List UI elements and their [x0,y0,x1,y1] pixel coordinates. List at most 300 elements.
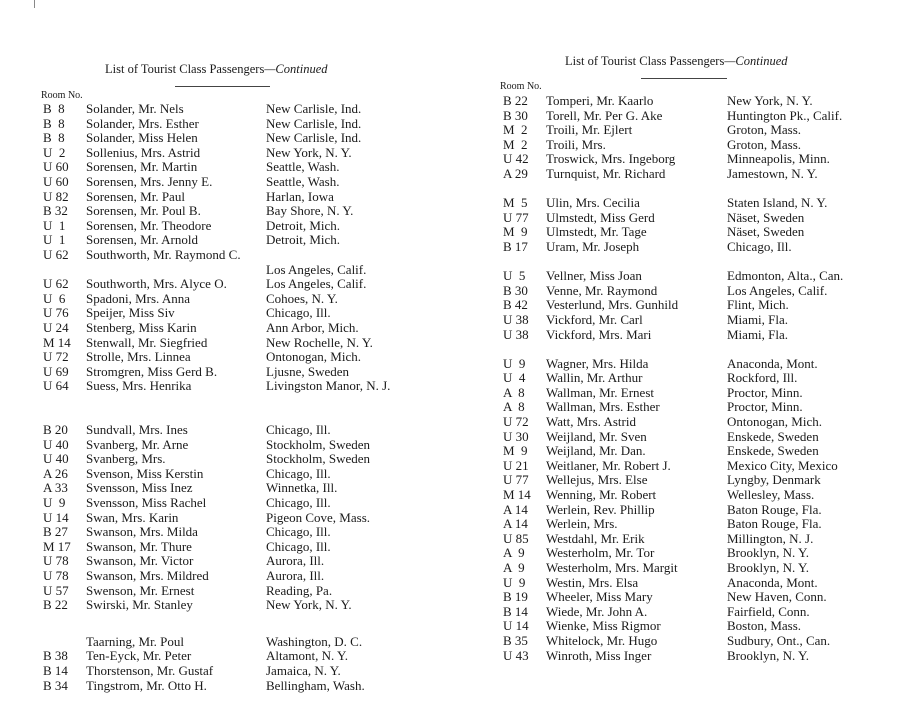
room-number: U 2 [43,144,66,160]
passenger-residence: Wellesley, Mass. [727,487,815,503]
passenger-row [503,517,906,532]
passenger-name: Tomperi, Mr. Kaarlo [546,93,654,108]
room-number: U 62 [43,246,69,262]
passenger-residence: Aurora, Ill. [266,568,325,583]
room-number: A 9 [503,560,525,575]
passenger-name: Sorensen, Mrs. Jenny E. [86,173,213,189]
passenger-residence: Los Angeles, Calif. [266,276,367,292]
passenger-row [503,503,906,518]
room-number: U 1 [43,232,66,248]
passenger-residence: Stockholm, Sweden [266,436,370,452]
room-number: U 5 [503,268,526,284]
passenger-residence: Jamaica, N. Y. [266,662,341,678]
passenger-row [43,569,453,584]
room-number: A 14 [503,501,528,517]
passenger-residence: Washington, D. C. [266,633,363,649]
passenger-name: Sorensen, Mr. Paul [86,188,185,204]
passenger-list [503,94,906,663]
passenger-residence: Näset, Sweden [727,209,805,225]
passenger-name: Spadoni, Mrs. Anna [86,290,190,306]
passenger-name: Sorensen, Mr. Poul B. [86,203,201,219]
passenger-row [503,561,906,576]
room-number: B 20 [43,422,68,438]
room-number: B 22 [43,597,68,613]
passenger-residence: Stockholm, Sweden [266,451,370,467]
passenger-row [503,109,906,124]
passenger-name: Vesterlund, Mrs. Gunhild [546,297,679,313]
room-number: B 14 [43,662,68,678]
passenger-name: Solander, Mr. Nels [86,101,184,116]
passenger-row [43,219,453,234]
passenger-row [503,415,906,430]
passenger-name: Svanberg, Mrs. [86,451,166,467]
passenger-row [503,532,906,547]
passenger-name: Swanson, Mr. Thure [86,538,192,554]
passenger-residence: Miami, Fla. [727,311,789,327]
passenger-residence: Mexico City, Mexico [727,457,838,473]
room-number: U 77 [503,209,529,225]
passenger-row [503,386,906,401]
passenger-name: Thorstenson, Mr. Gustaf [86,662,214,678]
passenger-row [43,467,453,482]
left-page-title [105,62,328,77]
passenger-residence: Aurora, Ill. [266,553,325,569]
room-number: U 24 [43,319,69,335]
passenger-name: Turnquist, Mr. Richard [546,165,666,181]
passenger-name: Werlein, Rev. Phillip [546,501,655,517]
passenger-row [43,584,453,599]
passenger-name: Wienke, Miss Rigmor [546,618,661,634]
passenger-residence: Pigeon Cove, Mass. [266,509,370,525]
room-number: B 34 [43,677,68,693]
room-number: U 9 [43,495,66,511]
passenger-residence: Harlan, Iowa [266,188,334,204]
passenger-row [43,649,453,664]
passenger-name: Wallman, Mrs. Esther [546,399,660,415]
room-number: A 8 [503,399,525,415]
passenger-row [503,459,906,474]
passenger-row [503,123,906,138]
room-number: M 2 [503,122,528,138]
passenger-residence: Proctor, Minn. [727,384,803,400]
passenger-name: Svanberg, Mr. Arne [86,436,189,452]
passenger-row [43,540,453,555]
passenger-name: Ulin, Mrs. Cecilia [546,195,640,211]
passenger-residence: New Carlisle, Ind. [266,130,362,146]
passenger-row [43,350,453,365]
passenger-row [503,619,906,634]
passenger-residence: Baton Rouge, Fla. [727,501,822,517]
room-number: B 8 [43,115,65,131]
passenger-name: Solander, Mrs. Esther [86,115,199,131]
passenger-name: Taarning, Mr. Poul [86,633,185,649]
passenger-name: Svensson, Miss Rachel [86,495,207,511]
passenger-residence: New York, N. Y. [266,597,352,613]
passenger-residence: New York, N. Y. [266,144,352,160]
room-number: U 76 [43,305,69,321]
passenger-residence: Groton, Mass. [727,136,802,152]
passenger-residence: New Rochelle, N. Y. [266,334,373,350]
passenger-row [503,546,906,561]
room-number: U 30 [503,428,529,444]
passenger-residence: Winnetka, Ill. [266,480,338,496]
room-number: U 85 [503,530,529,546]
passenger-name: Weijland, Mr. Dan. [546,443,646,459]
passenger-residence: Baton Rouge, Fla. [727,516,822,532]
passenger-name: Sorensen, Mr. Martin [86,159,198,175]
passenger-name: Svenson, Miss Kerstin [86,465,204,481]
passenger-name: Ten-Eyck, Mr. Peter [86,648,192,664]
passenger-residence: Fairfield, Conn. [727,603,810,619]
passenger-name: Stenwall, Mr. Siegfried [86,334,208,350]
passenger-residence: Livingston Manor, N. J. [266,378,391,394]
room-number: U 82 [43,188,69,204]
right-page-title [565,54,788,69]
title-continued: —Continued [724,54,788,68]
passenger-row [503,649,906,664]
passenger-row [43,321,453,336]
passenger-name: Vickford, Mrs. Mari [546,326,652,342]
passenger-residence: Enskede, Sweden [727,428,819,444]
passenger-name: Vickford, Mr. Carl [546,311,643,327]
room-number: U 6 [43,290,66,306]
passenger-row [503,371,906,386]
passenger-name: Swanson, Mrs. Mildred [86,568,209,583]
passenger-row [43,635,453,650]
room-number: U 77 [503,472,529,488]
room-number: U 40 [43,451,69,467]
passenger-residence: Boston, Mass. [727,618,802,634]
passenger-row [503,284,906,299]
passenger-name: Sorensen, Mr. Arnold [86,232,198,248]
passenger-residence: Anaconda, Mont. [727,574,818,590]
passenger-row [43,481,453,496]
passenger-name: Westerholm, Mr. Tor [546,545,655,561]
passenger-name: Solander, Miss Helen [86,130,198,146]
passenger-row [503,211,906,226]
passenger-row [503,94,906,109]
passenger-row [43,160,453,175]
passenger-residence: Miami, Fla. [727,326,789,342]
passenger-name: Wallin, Mr. Arthur [546,370,643,386]
room-number: U 72 [503,414,529,430]
passenger-name: Stromgren, Miss Gerd B. [86,363,218,379]
passenger-residence: Bellingham, Wash. [266,677,365,693]
room-number: A 29 [503,165,528,181]
room-number: B 8 [43,101,65,116]
passenger-row [503,196,906,211]
room-number: B 27 [43,524,68,540]
title-text: List of Tourist Class Passengers [565,54,725,68]
passenger-name: Swirski, Mr. Stanley [86,597,193,613]
passenger-name: Winroth, Miss Inger [546,647,652,663]
passenger-name: Ulmstedt, Miss Gerd [546,209,655,225]
passenger-name: Watt, Mrs. Astrid [546,414,636,430]
passenger-name: Wallman, Mr. Ernest [546,384,654,400]
passenger-name: Wenning, Mr. Robert [546,487,657,503]
passenger-name: Venne, Mr. Raymond [546,282,658,298]
room-number: U 78 [43,553,69,569]
room-number: U 72 [43,349,69,365]
room-number: U 42 [503,151,529,167]
passenger-residence: New Carlisle, Ind. [266,115,362,131]
passenger-residence: Lyngby, Denmark [727,472,821,488]
room-number: B 32 [43,203,68,219]
passenger-row [43,190,453,205]
passenger-row [43,306,453,321]
room-number: U 4 [503,370,526,386]
passenger-row [503,240,906,255]
room-number: U 38 [503,326,529,342]
passenger-name: Swanson, Mrs. Milda [86,524,198,540]
passenger-residence: Detroit, Mich. [266,232,341,248]
passenger-name: Whitelock, Mr. Hugo [546,632,658,648]
passenger-residence: Ontonogan, Mich. [727,414,822,430]
passenger-name: Wheeler, Miss Mary [546,589,653,605]
passenger-row [43,379,453,408]
passenger-residence: Groton, Mass. [727,122,802,138]
passenger-residence: Enskede, Sweden [727,443,819,459]
passenger-row [503,400,906,415]
passenger-row [43,277,453,292]
passenger-name: Ulmstedt, Mr. Tage [546,224,647,240]
passenger-row [503,313,906,328]
room-no-header: Room No. [41,90,83,101]
passenger-residence: Reading, Pa. [266,582,333,598]
room-number: U 21 [503,457,529,473]
passenger-row [43,554,453,569]
passenger-residence: Brooklyn, N. Y. [727,647,809,663]
passenger-row [43,679,453,694]
passenger-row [503,430,906,445]
room-number: A 9 [503,545,525,561]
passenger-residence: Millington, N. J. [727,530,814,546]
room-number: B 30 [503,107,528,123]
room-number: U 14 [43,509,69,525]
title-rule [175,86,270,87]
passenger-row [43,496,453,511]
passenger-residence: Chicago, Ill. [266,524,331,540]
passenger-residence: New York, N. Y. [727,93,813,108]
passenger-name: Wiede, Mr. John A. [546,603,648,619]
passenger-name: Speijer, Miss Siv [86,305,175,321]
room-number: A 14 [503,516,528,532]
passenger-residence: Altamont, N. Y. [266,648,348,664]
passenger-row [43,248,453,277]
passenger-name: Werlein, Mrs. [546,516,618,532]
room-number: U 60 [43,159,69,175]
passenger-name: Southworth, Mr. Raymond C. [86,246,241,262]
passenger-row [503,605,906,620]
passenger-name: Weijland, Mr. Sven [546,428,647,444]
room-number: U 1 [43,217,66,233]
passenger-name: Troili, Mrs. [546,136,606,152]
passenger-residence: Ann Arbor, Mich. [266,319,359,335]
passenger-residence: Rockford, Ill. [727,370,798,386]
room-number: U 78 [43,568,69,583]
passenger-residence: Brooklyn, N. Y. [727,545,809,561]
passenger-residence: Chicago, Ill. [266,465,331,481]
room-number: U 69 [43,363,69,379]
room-number: M 14 [43,334,71,350]
passenger-residence: Chicago, Ill. [266,422,331,438]
passenger-row [43,175,453,190]
passenger-residence: Detroit, Mich. [266,217,341,233]
title-continued: —Continued [264,62,328,76]
passenger-row [43,664,453,679]
passenger-row [503,225,906,240]
passenger-name: Suess, Mrs. Henrika [86,378,192,394]
room-number: U 62 [43,276,69,292]
passenger-residence: Seattle, Wash. [266,173,340,189]
passenger-residence: Sudbury, Ont., Can. [727,632,831,648]
room-number: M 2 [503,136,528,152]
passenger-row [503,473,906,488]
passenger-name: Sundvall, Mrs. Ines [86,422,188,438]
passenger-name: Wagner, Mrs. Hilda [546,355,649,371]
room-number: M 17 [43,538,71,554]
room-number: B 19 [503,589,528,605]
room-number: U 9 [503,355,526,371]
passenger-residence: Cohoes, N. Y. [266,290,338,306]
passenger-residence: Bay Shore, N. Y. [266,203,354,219]
passenger-row [43,598,453,613]
passenger-name: Sollenius, Mrs. Astrid [86,144,201,160]
passenger-row [503,634,906,649]
passenger-name: Tingstrom, Mr. Otto H. [86,677,207,693]
passenger-name: Sorensen, Mr. Theodore [86,217,212,233]
passenger-row [43,511,453,526]
passenger-name: Swanson, Mr. Victor [86,553,194,569]
room-no-header: Room No. [500,81,542,92]
passenger-name: Uram, Mr. Joseph [546,238,640,254]
passenger-residence: Chicago, Ill. [727,238,792,254]
room-number: B 42 [503,297,528,313]
passenger-name: Swenson, Mr. Ernest [86,582,195,598]
passenger-residence: Seattle, Wash. [266,159,340,175]
passenger-residence: Los Angeles, Calif. [727,282,828,298]
room-number: U 43 [503,647,529,663]
passenger-residence: Anaconda, Mont. [727,355,818,371]
room-number: U 57 [43,582,69,598]
room-number: B 22 [503,93,528,108]
room-number: M 5 [503,195,528,211]
room-number: U 40 [43,436,69,452]
passenger-name: Vellner, Miss Joan [546,268,642,284]
passenger-row [43,452,453,467]
passenger-row [43,365,453,380]
room-number: U 14 [503,618,529,634]
passenger-row [503,167,906,182]
passenger-name: Troili, Mr. Ejlert [546,122,633,138]
passenger-row [503,152,906,167]
passenger-row [43,146,453,161]
passenger-row [503,138,906,153]
binding-mark [34,0,35,8]
passenger-name: Westdahl, Mr. Erik [546,530,645,546]
passenger-name: Stenberg, Miss Karin [86,319,197,335]
passenger-residence: Chicago, Ill. [266,495,331,511]
passenger-residence: Ontonogan, Mich. [266,349,361,365]
room-number: B 8 [43,130,65,146]
passenger-row [503,328,906,343]
passenger-name: Torell, Mr. Per G. Ake [546,107,663,123]
room-number: B 17 [503,238,528,254]
passenger-row [503,444,906,459]
room-number: M 14 [503,487,531,503]
passenger-name: Westerholm, Mrs. Margit [546,560,678,575]
passenger-name: Svensson, Miss Inez [86,480,193,496]
passenger-residence: Näset, Sweden [727,224,805,240]
passenger-name: Southworth, Mrs. Alyce O. [86,276,227,292]
room-number: A 33 [43,480,68,496]
passenger-residence: Flint, Mich. [727,297,789,313]
passenger-row [503,488,906,503]
passenger-row [43,336,453,351]
passenger-residence: Ljusne, Sweden [266,363,350,379]
passenger-row [43,292,453,307]
passenger-row [43,438,453,453]
passenger-residence: Proctor, Minn. [727,399,803,415]
passenger-residence: Chicago, Ill. [266,305,331,321]
room-number: A 8 [503,384,525,400]
passenger-row [43,131,453,146]
passenger-residence: Edmonton, Alta., Can. [727,268,844,284]
passenger-residence: Huntington Pk., Calif. [727,107,843,123]
passenger-residence: Brooklyn, N. Y. [727,560,809,575]
passenger-residence: New Haven, Conn. [727,589,827,605]
passenger-row [43,525,453,540]
passenger-row [43,233,453,248]
passenger-residence: New Carlisle, Ind. [266,101,362,116]
passenger-residence: Minneapolis, Minn. [727,151,830,167]
passenger-row [503,357,906,372]
passenger-row [43,423,453,438]
passenger-row [503,576,906,591]
passenger-row [503,298,906,313]
passenger-list [43,102,453,693]
room-number: U 38 [503,311,529,327]
passenger-row [43,204,453,219]
passenger-row [503,590,906,605]
passenger-residence: Staten Island, N. Y. [727,195,828,211]
passenger-residence: Jamestown, N. Y. [727,165,818,181]
room-number: U 64 [43,378,69,394]
room-number: A 26 [43,465,68,481]
passenger-name: Troswick, Mrs. Ingeborg [546,151,676,167]
passenger-name: Wellejus, Mrs. Else [546,472,648,488]
room-number: B 38 [43,648,68,664]
room-number: B 30 [503,282,528,298]
room-number: B 14 [503,603,528,619]
title-rule [641,78,727,79]
room-number: B 35 [503,632,528,648]
passenger-residence: Los Angeles, Calif. [266,261,367,277]
passenger-name: Weitlaner, Mr. Robert J. [546,457,671,473]
room-number: U 9 [503,574,526,590]
passenger-name: Strolle, Mrs. Linnea [86,349,191,365]
passenger-row [43,117,453,132]
room-number: U 60 [43,173,69,189]
passenger-name: Swan, Mrs. Karin [86,509,179,525]
title-text: List of Tourist Class Passengers [105,62,265,76]
passenger-row [503,269,906,284]
passenger-row [43,102,453,117]
passenger-residence: Chicago, Ill. [266,538,331,554]
room-number: M 9 [503,224,528,240]
passenger-name: Westin, Mrs. Elsa [546,574,639,590]
room-number: M 9 [503,443,528,459]
